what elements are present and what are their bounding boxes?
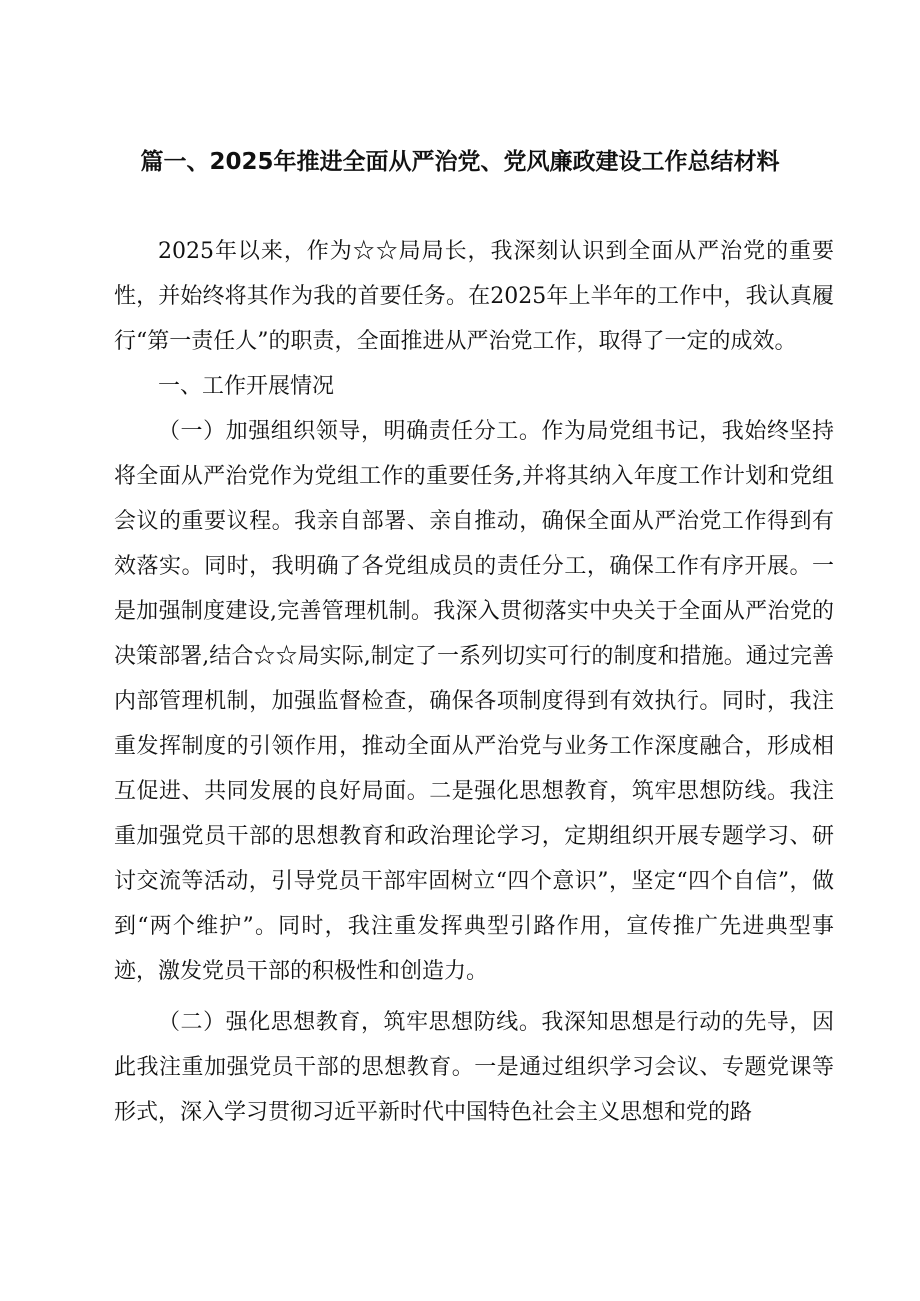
section-paragraph-1: （一）加强组织领导，明确责任分工。作为局党组书记，我始终坚持将全面从严治党作为党组工作的重要任务,并将其纳入年度工作计划和党组会议的重要议程。我亲自部署、亲自推动，确保全面从严治党工作得到有效落实。同时，我明确了各党组成员的责任分工，确保工作有序开展。一是加强制度建设,完善管理机制。我深入贯彻落实中央关于全面从严治党的决策部署,结合☆☆局实际,制定了一系列切实可行的制度和措施。通过完善内部管理机制，加强监督检查，确保各项制度得到有效执行。同时，我注重发挥制度的引领作用，推动全面从严治党与业务工作深度融合，形成相互促进、共同发展的良好局面。二是强化思想教育，筑牢思想防线。我注重加强党员干部的思想教育和政治理论学习，定期组织开展专题学习、研讨交流等活动，引导党员干部牢固树立“四个意识”，坚定“四个自信”，做到“两个维护”。同时，我注重发挥典型引路作用，宣传推广先进典型事迹，激发党员干部的积极性和创造力。	[114, 419, 834, 984]
intro-paragraph: 2025年以来，作为☆☆局局长，我深刻认识到全面从严治党的重要性，并始终将其作为我的首要任务。在2025年上半年的工作中，我认真履行“第一责任人”的职责，全面推进从严治党工作，取得了一定的成效。	[114, 239, 834, 354]
section-heading-work-status: 一、工作开展情况	[158, 374, 335, 399]
section-paragraph-2: （二）强化思想教育，筑牢思想防线。我深知思想是行动的先导，因此我注重加强党员干部的思想教育。一是通过组织学习会议、专题党课等形式，深入学习贯彻习近平新时代中国特色社会主义思想和党的路	[114, 1010, 834, 1125]
document-title: 篇一、2025年推进全面从严治党、党风廉政建设工作总结材料	[140, 149, 780, 175]
document-body	[114, 229, 834, 1135]
